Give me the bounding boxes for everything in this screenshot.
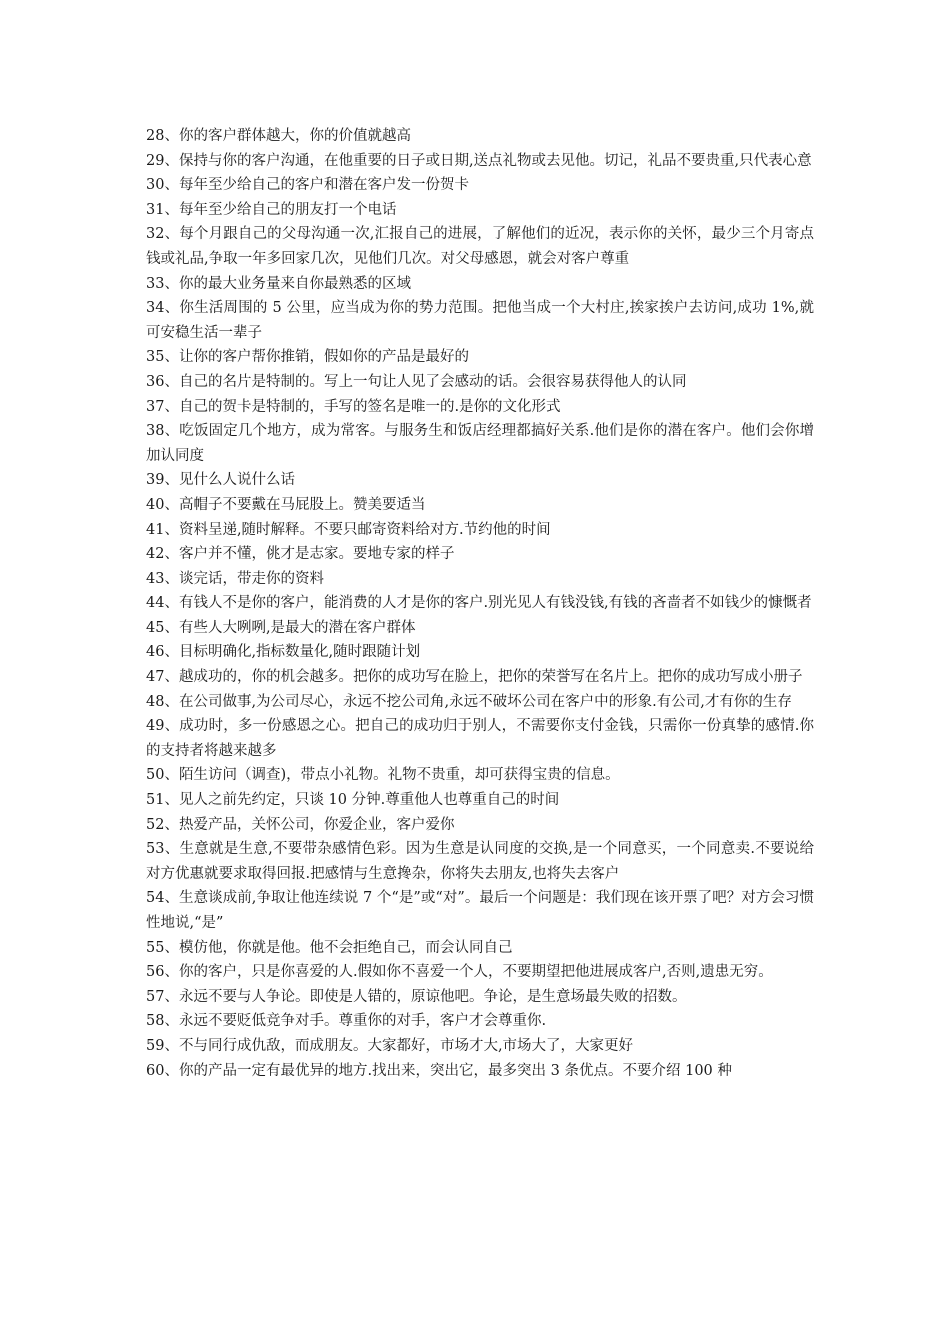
list-item: 47、越成功的，你的机会越多。把你的成功写在脸上，把你的荣誉写在名片上。把你的成功写成小册子 [146,669,803,686]
document-body [146,124,814,1083]
list-item: 40、高帽子不要戴在马屁股上。赞美要适当 [146,496,426,513]
list-item: 45、有些人大咧咧,是最大的潜在客户群体 [146,619,416,636]
list-item: 58、永远不要贬低竞争对手。尊重你的对手，客户才会尊重你. [146,1013,547,1030]
list-item: 59、不与同行成仇敌，而成朋友。大家都好，市场才大,市场大了，大家更好 [146,1037,634,1054]
list-item: 36、自己的名片是特制的。写上一句让人见了会感动的话。会很容易获得他人的认同 [146,373,687,390]
list-item: 31、每年至少给自己的朋友打一个电话 [146,201,397,218]
list-item: 35、让你的客户帮你推销，假如你的产品是最好的 [146,349,469,366]
list-item: 51、见人之前先约定，只谈 10 分钟.尊重他人也尊重自己的时间 [146,792,560,809]
list-item: 54、生意谈成前,争取让他连续说 7 个“是”或“对”。最后一个问题是：我们现在该开票了吧？对方会习惯性地说,“是” [146,890,814,931]
list-item: 55、模仿他，你就是他。他不会拒绝自己，而会认同自己 [146,939,513,956]
list-item: 39、见什么人说什么话 [146,472,295,489]
list-item: 30、每年至少给自己的客户和潜在客户发一份贺卡 [146,177,469,194]
list-item: 44、有钱人不是你的客户，能消费的人才是你的客户.别光见人有钱没钱,有钱的吝啬者不如钱少的慷慨者 [146,595,812,612]
list-item: 50、陌生访问（调查)，带点小礼物。礼物不贵重，却可获得宝贵的信息。 [146,767,620,784]
list-item: 37、自己的贺卡是特制的，手写的签名是唯一的.是你的文化形式 [146,398,561,415]
list-item: 28、你的客户群体越大，你的价值就越高 [146,128,411,144]
list-item: 49、成功时，多一份感恩之心。把自己的成功归于别人，不需要你支付金钱，只需你一份真挚的感情.你的支持者将越来越多 [146,718,814,759]
list-item: 56、你的客户，只是你喜爱的人.假如你不喜爱一个人，不要期望把他进展成客户,否则,遗患无穷。 [146,964,773,981]
list-item: 42、客户并不懂，佻才是志家。要地专家的样子 [146,546,455,563]
list-item: 53、生意就是生意,不要带杂感情色彩。因为生意是认同度的交换,是一个同意买，一个同意卖.不要说给对方优惠就要求取得回报.把感情与生意搀杂，你将失去朋友,也将失去客户 [146,841,814,882]
list-item: 34、你生活周围的 5 公里，应当成为你的势力范围。把他当成一个大村庄,挨家挨户去访问,成功 1%,就可安稳生活一辈子 [146,300,814,341]
list-item: 38、吃饭固定几个地方，成为常客。与服务生和饭店经理都搞好关系.他们是你的潜在客户。他们会你增加认同度 [146,423,814,464]
list-item: 60、你的产品一定有最优异的地方.找出来，突出它，最多突出 3 条优点。不要介绍 100 种 [146,1062,732,1079]
list-item: 32、每个月跟自己的父母沟通一次,汇报自己的进展，了解他们的近况，表示你的关怀，最少三个月寄点钱或礼品,争取一年多回家几次，见他们几次。对父母感恩，就会对客户尊重 [146,226,814,267]
list-item: 33、你的最大业务量来自你最熟悉的区域 [146,275,411,292]
list-item: 57、永远不要与人争论。即使是人错的，原谅他吧。争论，是生意场最失败的招数。 [146,988,687,1005]
list-item: 41、资料呈递,随时解释。不要只邮寄资料给对方.节约他的时间 [146,521,551,538]
list-item: 48、在公司做事,为公司尽心，永远不挖公司角,永远不破坏公司在客户中的形象.有公司,才有你的生存 [146,693,792,710]
list-item: 52、热爱产品，关怀公司，你爱企业，客户爱你 [146,816,455,833]
list-item: 29、保持与你的客户沟通，在他重要的日子或日期,送点礼物或去见他。切记，礼品不要贵重,只代表心意 [146,152,812,169]
list-item: 46、目标明确化,指标数量化,随时跟随计划 [146,644,421,661]
list-item: 43、谈完话，带走你的资料 [146,570,324,587]
